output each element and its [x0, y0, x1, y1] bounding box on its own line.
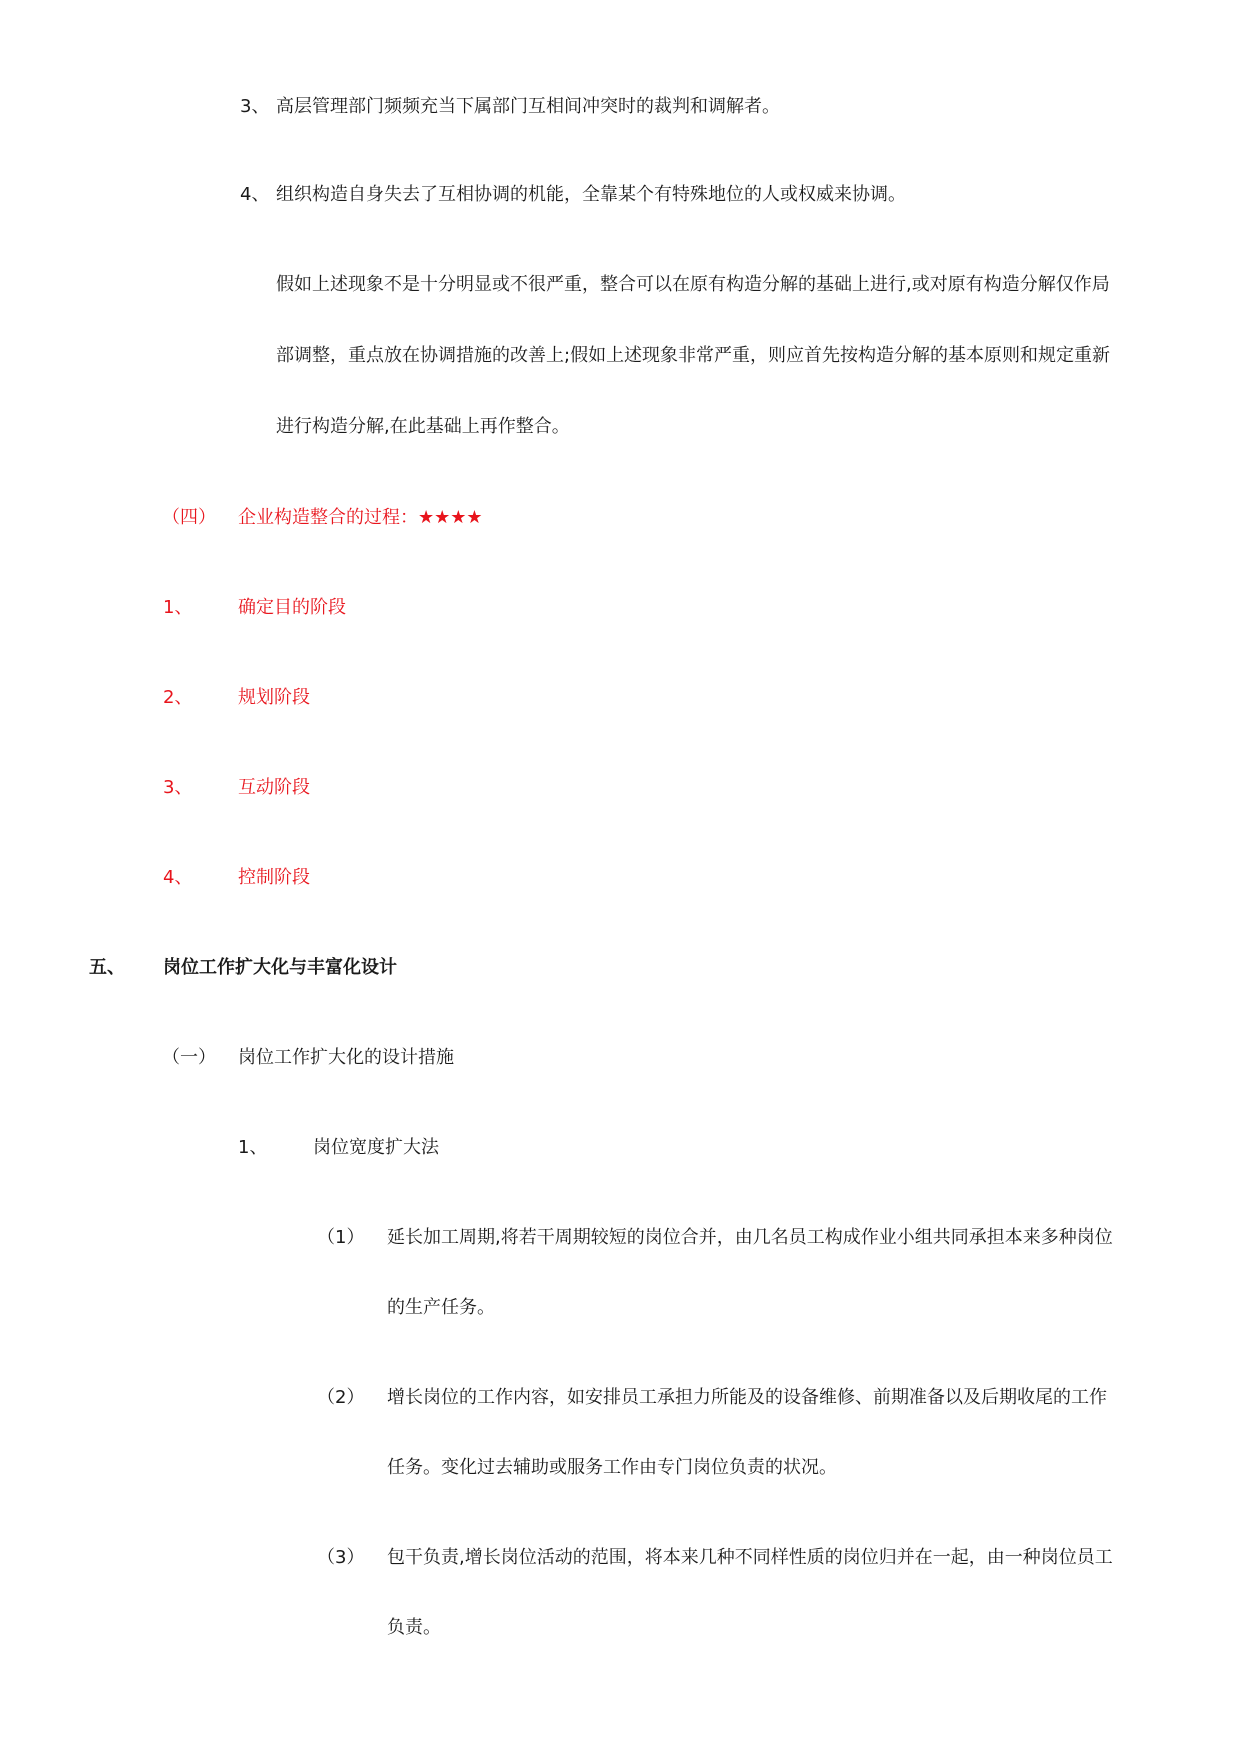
- method-number: 1、: [238, 1137, 268, 1158]
- list-number: 4、: [240, 184, 270, 205]
- stage-text: 确定目的阶段: [238, 597, 346, 618]
- stage-text: 规划阶段: [238, 687, 310, 708]
- stage-number: 3、: [163, 777, 193, 798]
- paragraph-line: 部调整，重点放在协调措施的改善上;假如上述现象非常严重，则应首先按构造分解的基本原则和规定重新: [276, 345, 1111, 366]
- list-text: 组织构造自身失去了互相协调的机能，全靠某个有特殊地位的人或权威来协调。: [276, 184, 906, 205]
- list-number: 3、: [240, 96, 270, 117]
- stage-text: 控制阶段: [238, 867, 310, 888]
- subitem-line: 延长加工周期,将若干周期较短的岗位合并，由几名员工构成作业小组共同承担本来多种岗位: [387, 1227, 1113, 1248]
- stage-number: 2、: [163, 687, 193, 708]
- section-number: （一）: [162, 1047, 216, 1068]
- section-title: 岗位工作扩大化的设计措施: [238, 1047, 454, 1068]
- paragraph-line: 假如上述现象不是十分明显或不很严重，整合可以在原有构造分解的基础上进行,或对原有构造分解仅作局: [276, 274, 1110, 295]
- list-text: 高层管理部门频频充当下属部门互相间冲突时的裁判和调解者。: [276, 96, 780, 117]
- subitem-number: （3）: [317, 1547, 365, 1568]
- method-title: 岗位宽度扩大法: [313, 1137, 439, 1158]
- subitem-line: 任务。变化过去辅助或服务工作由专门岗位负责的状况。: [387, 1457, 837, 1478]
- stage-number: 4、: [163, 867, 193, 888]
- paragraph-line: 进行构造分解,在此基础上再作整合。: [276, 416, 570, 437]
- chapter-number: 五、: [89, 957, 125, 978]
- stage-number: 1、: [163, 597, 193, 618]
- stage-text: 互动阶段: [238, 777, 310, 798]
- subitem-line: 负责。: [387, 1617, 441, 1638]
- subitem-line: 的生产任务。: [387, 1297, 495, 1318]
- subitem-line: 增长岗位的工作内容，如安排员工承担力所能及的设备维修、前期准备以及后期收尾的工作: [387, 1387, 1107, 1408]
- subitem-line: 包干负责,增长岗位活动的范围，将本来几种不同样性质的岗位归并在一起，由一种岗位员工: [387, 1547, 1113, 1568]
- chapter-title: 岗位工作扩大化与丰富化设计: [163, 957, 397, 978]
- subitem-number: （2）: [317, 1387, 365, 1408]
- section-title: 企业构造整合的过程：★★★★: [238, 507, 483, 528]
- subitem-number: （1）: [317, 1227, 365, 1248]
- section-number: （四）: [162, 507, 216, 528]
